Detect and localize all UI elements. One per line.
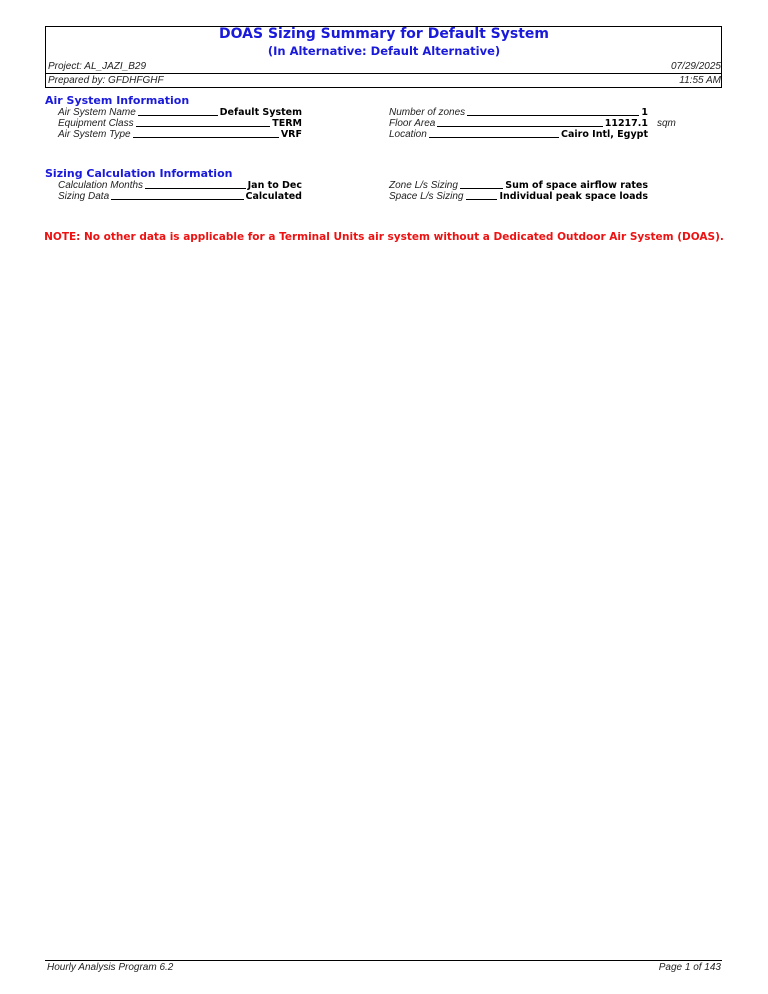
field-value: 1: [641, 107, 648, 118]
field-calculation-months: [58, 180, 302, 191]
report-date: 07/29/2025: [670, 61, 721, 72]
report-time: 11:55 AM: [679, 75, 721, 86]
field-label: Sizing Data: [58, 191, 110, 202]
field-label: Number of zones: [389, 107, 466, 118]
field-value: TERM: [272, 118, 302, 129]
note-text: NOTE: No other data is applicable for a Terminal Units air system without a Dedicated Outdoor Air System (DOAS).: [44, 231, 724, 243]
footer-program: Hourly Analysis Program 6.2: [47, 962, 174, 973]
field-zone-ls-sizing: [389, 180, 648, 191]
field-label: Floor Area: [389, 118, 436, 129]
field-value: Jan to Dec: [247, 180, 302, 191]
field-space-ls-sizing: [389, 191, 648, 202]
report-title: DOAS Sizing Summary for Default System: [219, 26, 549, 42]
field-sizing-data: [58, 191, 302, 202]
field-value: Cairo Intl, Egypt: [561, 129, 648, 140]
footer-divider: [45, 960, 722, 961]
field-label: Zone L/s Sizing: [389, 180, 458, 191]
field-value: Calculated: [245, 191, 302, 202]
field-value: Default System: [219, 107, 302, 118]
report-subtitle: (In Alternative: Default Alternative): [267, 44, 501, 58]
field-label: Air System Name: [58, 107, 136, 118]
field-label: Space L/s Sizing: [389, 191, 464, 202]
field-location: [389, 129, 648, 140]
field-label: Location: [389, 129, 427, 140]
field-label: Equipment Class: [58, 118, 134, 129]
prepared-by: Prepared by: GFDHFGHF: [48, 75, 164, 86]
field-label: Calculation Months: [58, 180, 144, 191]
header-divider: [45, 73, 722, 74]
section-title-sizing-calc-info: Sizing Calculation Information: [45, 167, 233, 180]
field-value: VRF: [280, 129, 302, 140]
field-equipment-class: [58, 118, 302, 129]
field-number-of-zones: [389, 107, 648, 118]
field-value: Individual peak space loads: [499, 191, 648, 202]
section-title-air-system-info: Air System Information: [45, 94, 190, 107]
field-value: Sum of space airflow rates: [505, 180, 648, 191]
field-label: Air System Type: [58, 129, 131, 140]
field-air-system-type: [58, 129, 302, 140]
floor-area-unit: sqm: [657, 118, 676, 129]
project-name: Project: AL_JAZI_B29: [48, 61, 147, 72]
footer-page-number: Page 1 of 143: [658, 962, 721, 973]
field-floor-area: [389, 118, 648, 129]
field-value: 11217.1: [604, 118, 648, 129]
field-air-system-name: [58, 107, 302, 118]
